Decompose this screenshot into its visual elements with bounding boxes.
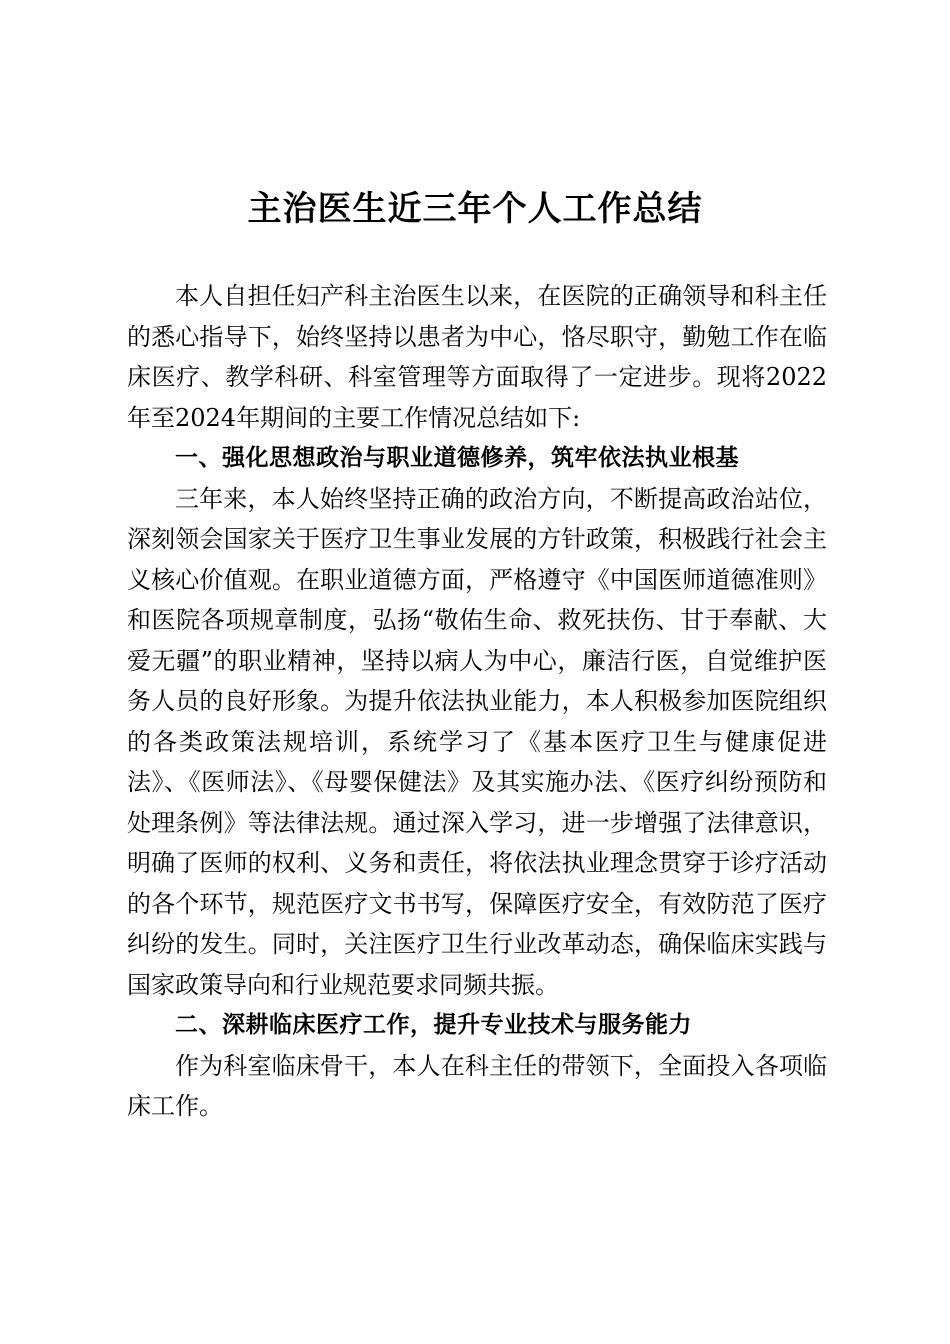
intro-paragraph: 本人自担任妇产科主治医生以来，在医院的正确领导和科主任的悉心指导下，始终坚持以患者为中心，恪尽职守，勤勉工作在临床医疗、教学科研、科室管理等方面取得了一定进步。现将2022年至2024年期间的主要工作情况总结如下: — [127, 282, 827, 432]
section-2-paragraph: 作为科室临床骨干，本人在科主任的带领下，全面投入各项临床工作。 — [127, 1051, 827, 1120]
section-1-paragraph: 三年来，本人始终坚持正确的政治方向，不断提高政治站位，深刻领会国家关于医疗卫生事业发展的方针政策，积极践行社会主义核心价值观。在职业道德方面，严格遵守《中国医师道德准则》和医院各项规章制度，弘扬“敬佑生命、救死扶伤、甘于奉献、大爱无疆”的职业精神，坚持以病人为中心，廉洁行医，自觉维护医务人员的良好形象。为提升依法执业能力，本人积极参加医院组织的各类政策法规培训，系统学习了《基本医疗卫生与健康促进法》、《医师法》、《母婴保健法》及其实施办法、《医疗纠纷预防和处理条例》等法律法规。通过深入学习，进一步增强了法律意识，明确了医师的权利、义务和责任，将依法执业理念贯穿于诊疗活动的各个环节，规范医疗文书书写，保障医疗安全，有效防范了医疗纠纷的发生。同时，关注医疗卫生行业改革动态，确保临床实践与国家政策导向和行业规范要求同频共振。 — [127, 484, 827, 999]
document-title: 主治医生近三年个人工作总结 — [247, 189, 703, 229]
section-1-heading: 一、强化思想政治与职业道德修养，筑牢依法执业根基 — [175, 445, 739, 471]
document-body — [127, 276, 827, 1127]
section-2-heading: 二、深耕临床医疗工作，提升专业技术与服务能力 — [175, 1012, 692, 1038]
